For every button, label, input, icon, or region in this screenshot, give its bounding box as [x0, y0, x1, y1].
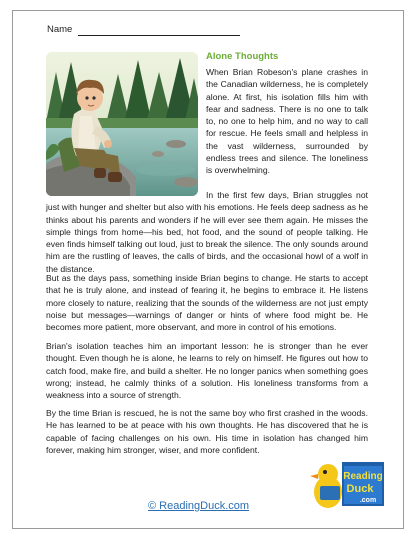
paragraph-text: But as the days pass, something inside Brian begins to change. He starts to accept that he is truly alone, and instead of fearing it, he begins to embrace it. He listens more closely to nature, realizing that the sounds of the wilderness are not just empty noise but messages—warnings of danger or hints of where food might be. He becomes more patient, more observant, and more in control of his emotions. [46, 273, 368, 333]
story-paragraph-2 [46, 190, 368, 275]
story-illustration [46, 52, 198, 196]
paragraph-text: By the time Brian is rescued, he is not the same boy who first crashed in the woods. He has learned to be at peace with his own thoughts. He has discovered that he is capable of facing challenges on his own. His time in isolation has changed him forever, making him stronger, wiser, and more confident. [46, 408, 368, 455]
footer-link[interactable]: © ReadingDuck.com [148, 500, 250, 512]
logo-text-com: .com [359, 497, 377, 504]
story-paragraph-4 [46, 340, 368, 401]
paragraph-text: When Brian Robeson's plane crashes in the Canadian wilderness, he is completely alone. At first, his isolation fills him with fear and sadness. There is no one to talk to, no one to help him, and no way to call for rescue. He feels small and helpless in the vast wilderness, surrounded by endless trees and silence. The loneliness is overwhelming. [206, 67, 368, 176]
logo-text-duck: Duck [346, 483, 374, 495]
story-title: Alone Thoughts [206, 51, 279, 62]
story-paragraph-3 [46, 272, 368, 333]
story-paragraph-5 [46, 407, 368, 456]
name-line[interactable] [78, 35, 240, 36]
paragraph-text: Brian's isolation teaches him an important lesson: he is stronger than he ever thought. Even though he is alone, he learns to rely on himself. He figures out how to catch food, make fire, and build a shelter. He no longer panics when something goes wrong; instead, he calmly thinks of a solution. His loneliness transforms from a weakness into a source of strength. [46, 341, 368, 401]
story-paragraph-1 [206, 66, 368, 177]
reading-duck-logo [308, 452, 386, 516]
name-label: Name [47, 24, 73, 35]
paragraph-text: In the first few days, Brian struggles not just with hunger and shelter but also with his emotions. He feels deep sadness as he thinks about his parents and wonders if he will ever see them again. He misses the simple things from home—his bed, hot food, and the sound of people talking. He even finds himself talking out loud, just to break the silence. The only sounds around him are the rustling of leaves, the calls of birds, and the occasional howl of a wolf in the distance. [46, 190, 368, 274]
logo-text-reading: Reading [343, 471, 383, 482]
